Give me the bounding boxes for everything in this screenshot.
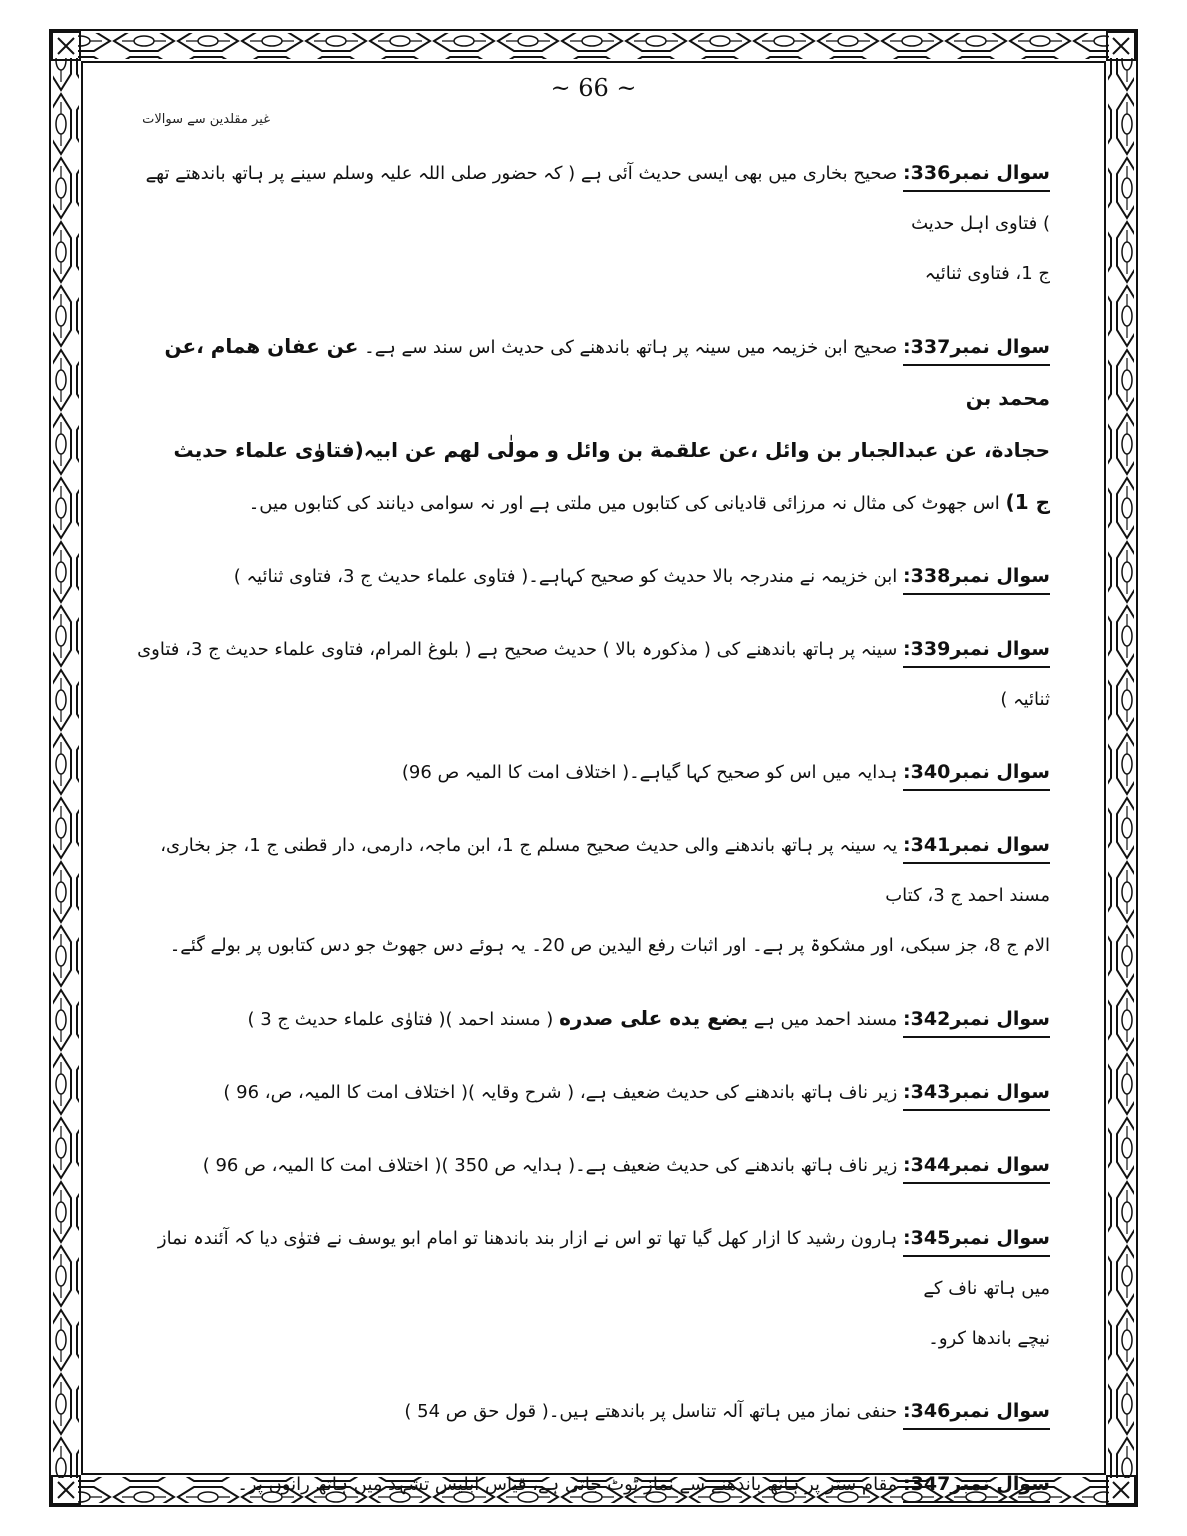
- question-text: ابن خزیمہ نے مندرجہ بالا حدیث کو صحیح کہاہے۔( فتاوی علماء حدیث ج 3، فتاوی ثنائیہ ): [233, 566, 898, 587]
- question-label: سوال نمبر344:: [903, 1154, 1050, 1184]
- question-label: سوال نمبر345:: [903, 1227, 1050, 1257]
- question-text: ج 1، فتاوی ثنائیہ: [924, 263, 1050, 284]
- question-text: صحیح ابن خزیمہ میں سینہ پر ہاتھ باندھنے کی حدیث اس سند سے ہے۔: [364, 337, 898, 358]
- arabic-chain-line-1: عن عفان همام ،عن محمد بن: [164, 334, 1050, 410]
- page-number: ~ 66 ~: [550, 74, 637, 102]
- question-text: مسند احمد میں ہے: [753, 1009, 898, 1030]
- question-text: حنفی نماز میں ہاتھ آلہ تناسل پر باندھتے ہیں۔( قول حق ص 54 ): [404, 1401, 898, 1422]
- question-text: اس جھوٹ کی مثال نہ مرزائی قادیانی کی کتابوں میں ملتی ہے اور نہ سوامی دیانند کی کتابوں میں۔: [248, 493, 1000, 514]
- question-337: [135, 321, 1050, 529]
- question-text: الام ج 8، جز سبکی، اور مشکوۃ پر ہے۔ اور اثبات رفع الیدین ص 20۔ یہ ہوئے دس جھوٹ جو دس کتابوں پر بولے گئے۔: [169, 935, 1050, 956]
- question-text: سینہ پر ہاتھ باندھنے کی ( مذکورہ بالا ) حدیث صحیح ہے ( بلوغ المرام، فتاوی علماء حدیث ج 3، فتاوی ثنائیہ ): [137, 639, 1050, 710]
- question-text: ( مسند احمد )( فتاوٰی علماء حدیث ج 3 ): [247, 1009, 554, 1030]
- question-343: [135, 1067, 1050, 1118]
- question-text: صحیح بخاری میں بھی ایسی حدیث آئی ہے ( کہ حضور صلی اللہ علیہ وسلم سینے پر ہاتھ باندھتے تھے ) فتاوی اہل حدیث: [145, 163, 1050, 234]
- question-label: سوال نمبر336:: [903, 162, 1050, 192]
- question-text: یہ سینہ پر ہاتھ باندھنے والی حدیث صحیح مسلم ج 1، ابن ماجہ، دارمی، دار قطنی ج 1، جز بخاری، مسند احمد ج 3، کتاب: [160, 835, 1050, 906]
- question-338: [135, 551, 1050, 602]
- question-340: [135, 747, 1050, 798]
- running-header: غیر مقلدین سے سوالات: [142, 112, 270, 127]
- question-label: سوال نمبر347:: [903, 1473, 1050, 1503]
- question-text: نیچے باندھا کرو۔: [928, 1328, 1050, 1349]
- question-label: سوال نمبر341:: [903, 834, 1050, 864]
- question-label: سوال نمبر342:: [903, 1008, 1050, 1038]
- question-label: سوال نمبر338:: [903, 565, 1050, 595]
- question-text: ہدایہ میں اس کو صحیح کہا گیاہے۔( اختلاف امت کا المیہ ص 96): [401, 762, 898, 783]
- question-label: سوال نمبر339:: [903, 638, 1050, 668]
- question-label: سوال نمبر337:: [903, 336, 1050, 366]
- question-341: [135, 820, 1050, 971]
- question-342: [135, 993, 1050, 1045]
- question-text: ہارون رشید کا ازار کھل گیا تھا تو اس نے ازار بند باندھنا تو امام ابو یوسف نے فتوٰی دیا کہ آئندہ نماز میں ہاتھ ناف کے: [157, 1228, 1050, 1299]
- question-list: [135, 148, 1050, 1510]
- question-label: سوال نمبر340:: [903, 761, 1050, 791]
- question-344: [135, 1140, 1050, 1191]
- question-text: زیر ناف ہاتھ باندھنے کی حدیث ضعیف ہے۔( ہدایہ ص 350 )( اختلاف امت کا المیہ، ص 96 ): [202, 1155, 898, 1176]
- question-label: سوال نمبر343:: [903, 1081, 1050, 1111]
- question-text: زیر ناف ہاتھ باندھنے کی حدیث ضعیف ہے، ( شرح وقایہ )( اختلاف امت کا المیہ، ص، 96 ): [223, 1082, 898, 1103]
- arabic-chain-line-3: ج 1): [1005, 490, 1050, 514]
- question-347: [135, 1459, 1050, 1510]
- question-345: [135, 1213, 1050, 1364]
- question-label: سوال نمبر346:: [903, 1400, 1050, 1430]
- arabic-chain-line-2: حجادة، عن عبدالجبار بن وائل ،عن علقمة بن وائل و مولٰی لهم عن ابيہ(فتاوٰی علماء حديث: [173, 438, 1050, 462]
- question-text: مقام ستر پر ہاتھ باندھنے سے نماز ٹوٹ جاتی ہے، قیاس ابلیس تشہد میں ہاتھ رانوں پر۔: [237, 1474, 898, 1495]
- arabic-phrase: يضع يده علی صدره: [559, 1006, 748, 1030]
- question-336: [135, 148, 1050, 299]
- question-346: [135, 1386, 1050, 1437]
- question-339: [135, 624, 1050, 725]
